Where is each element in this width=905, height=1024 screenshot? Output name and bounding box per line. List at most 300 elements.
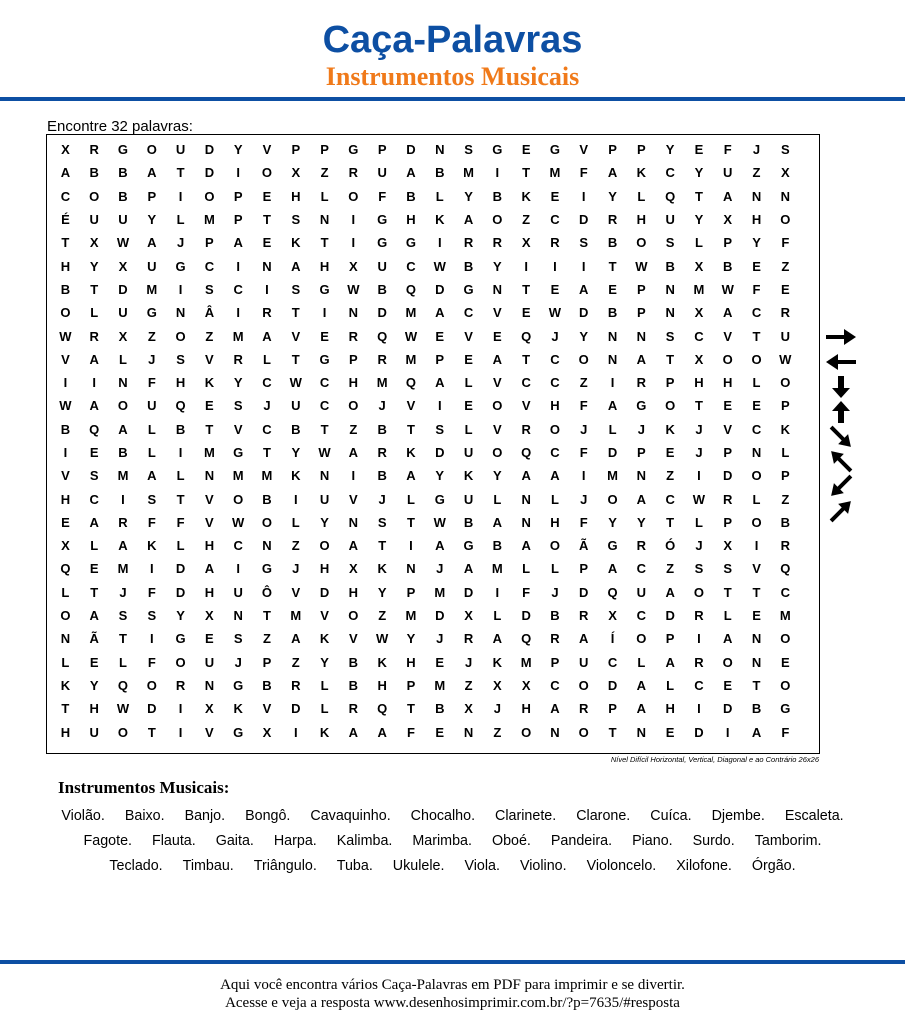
grid-cell: S — [291, 281, 301, 297]
grid-cell: D — [723, 701, 733, 717]
grid-cell: D — [579, 305, 589, 321]
grid-cell: P — [780, 398, 790, 414]
grid-cell: I — [149, 631, 154, 647]
grid-cell: R — [492, 235, 503, 251]
word-item: Chocalho. — [410, 808, 476, 824]
grid-cell: I — [265, 281, 269, 297]
grid-cell: B — [435, 701, 445, 717]
grid-row — [51, 254, 800, 277]
grid-cell: Z — [349, 421, 358, 437]
grid-cell: B — [118, 188, 128, 204]
grid-cell: A — [291, 631, 301, 647]
grid-row — [51, 394, 800, 417]
grid-cell: D — [204, 142, 215, 158]
grid-cell: R — [175, 677, 186, 693]
grid-cell: T — [666, 514, 675, 530]
grid-cell: A — [636, 701, 647, 717]
grid-cell: C — [319, 375, 330, 391]
grid-cell: B — [377, 468, 387, 484]
grid-cell: L — [608, 421, 617, 437]
word-item: Triângulo. — [253, 858, 317, 874]
grid-cell: D — [607, 445, 618, 460]
grid-cell: R — [521, 421, 531, 437]
grid-cell: J — [436, 561, 444, 577]
grid-cell: G — [607, 538, 618, 554]
grid-cell: P — [723, 235, 733, 251]
grid-cell: I — [322, 305, 327, 321]
grid-cell: D — [579, 584, 589, 600]
grid-cell: W — [692, 491, 706, 507]
grid-cell: T — [522, 351, 531, 367]
grid-cell: E — [521, 305, 531, 321]
grid-cell: H — [521, 701, 531, 717]
grid-cell: P — [723, 445, 733, 460]
grid-cell: E — [694, 142, 704, 158]
grid-cell: D — [723, 468, 733, 484]
grid-cell: O — [348, 608, 359, 624]
word-item: Oboé. — [491, 833, 531, 849]
grid-cell: Ã — [89, 631, 99, 647]
grid-cell: O — [261, 514, 273, 530]
grid-row — [51, 581, 800, 604]
grid-cell: K — [60, 677, 71, 693]
grid-cell: X — [61, 142, 70, 158]
grid-cell: S — [147, 491, 157, 507]
grid-cell: L — [90, 305, 99, 321]
grid-cell: W — [289, 375, 302, 391]
word-item: Tamborim. — [754, 833, 822, 849]
grid-cell: O — [348, 398, 359, 414]
grid-cell: I — [178, 724, 183, 740]
grid-cell: H — [550, 514, 560, 530]
grid-cell: E — [665, 445, 675, 460]
word-item: Flauta. — [152, 833, 196, 849]
grid-cell: B — [118, 445, 128, 460]
grid-cell: D — [435, 281, 445, 297]
grid-row — [51, 371, 800, 394]
grid-cell: O — [175, 328, 186, 344]
grid-cell: I — [178, 701, 183, 717]
grid-cell: V — [493, 305, 502, 321]
grid-cell: P — [665, 375, 675, 391]
grid-cell: K — [463, 468, 474, 484]
grid-cell: I — [495, 584, 500, 600]
grid-cell: E — [608, 281, 617, 297]
grid-cell: R — [89, 142, 99, 158]
grid-cell: O — [636, 235, 647, 251]
grid-cell: M — [549, 165, 561, 181]
grid-cell: W — [404, 328, 418, 344]
grid-cell: A — [118, 538, 128, 554]
grid-cell: U — [89, 724, 99, 740]
grid-cell: I — [236, 165, 240, 181]
grid-cell: X — [349, 561, 358, 577]
grid-cell: E — [464, 398, 473, 414]
grid-cell: O — [348, 188, 359, 204]
grid-cell: N — [262, 258, 272, 274]
grid-cell: F — [147, 584, 156, 600]
grid-cell: R — [780, 305, 791, 321]
grid-cell: F — [579, 514, 588, 530]
grid-cell: E — [752, 608, 761, 624]
grid-cell: O — [722, 351, 733, 367]
grid-cell: L — [147, 421, 156, 437]
grid-cell: C — [406, 258, 416, 274]
grid-cell: I — [581, 188, 586, 204]
grid-cell: D — [406, 142, 416, 158]
grid-cell: Y — [752, 235, 761, 251]
grid-cell: S — [464, 142, 473, 158]
grid-cell: A — [204, 561, 215, 577]
grid-cell: C — [521, 375, 531, 391]
grid-cell: D — [147, 701, 157, 717]
grid-cell: T — [752, 584, 761, 600]
grid-cell: L — [550, 491, 559, 507]
grid-cell: G — [377, 212, 388, 228]
grid-cell: I — [178, 188, 183, 204]
grid-cell: E — [61, 514, 70, 530]
grid-cell: D — [175, 561, 186, 577]
grid-cell: U — [291, 398, 301, 414]
grid-cell: R — [348, 701, 359, 717]
grid-cell: Y — [291, 445, 301, 460]
grid-cell: T — [406, 514, 415, 530]
grid-cell: T — [176, 491, 185, 507]
grid-cell: A — [435, 375, 445, 391]
grid-cell: L — [147, 445, 156, 460]
grid-cell: X — [464, 701, 473, 717]
grid-cell: Z — [378, 608, 387, 624]
grid-cell: O — [60, 608, 71, 624]
grid-cell: H — [406, 212, 416, 228]
grid-cell: D — [204, 165, 215, 181]
grid-cell: U — [780, 328, 791, 344]
grid-cell: B — [262, 491, 272, 507]
grid-cell: K — [147, 538, 157, 554]
grid-cell: C — [262, 421, 272, 437]
arrow-down-left-icon — [824, 474, 858, 498]
grid-cell: X — [694, 351, 704, 367]
grid-cell: F — [522, 584, 531, 600]
grid-cell: E — [435, 724, 445, 740]
grid-cell: U — [204, 654, 215, 670]
grid-cell: N — [636, 468, 647, 484]
grid-cell: O — [261, 165, 273, 181]
grid-cell: G — [463, 281, 474, 297]
grid-cell: P — [579, 561, 589, 577]
grid-cell: S — [291, 212, 301, 228]
grid-cell: C — [636, 608, 647, 624]
grid-cell: H — [406, 654, 416, 670]
grid-cell: A — [60, 165, 71, 181]
grid-cell: T — [723, 584, 732, 600]
grid-cell: M — [203, 445, 215, 460]
grid-cell: A — [291, 258, 301, 274]
grid-cell: V — [349, 491, 358, 507]
grid-cell: H — [60, 258, 71, 274]
grid-cell: P — [608, 701, 617, 717]
word-item: Gaita. — [215, 833, 254, 849]
grid-cell: W — [548, 305, 562, 321]
grid-cell: M — [203, 212, 215, 228]
grid-cell: B — [435, 165, 445, 181]
grid-cell: O — [693, 584, 704, 600]
grid-cell: A — [147, 165, 157, 181]
grid-cell: O — [146, 142, 157, 158]
grid-cell: O — [751, 468, 762, 484]
grid-cell: C — [463, 305, 474, 321]
grid-cell: U — [636, 584, 647, 600]
grid-cell: X — [723, 212, 733, 228]
grid-cell: C — [89, 491, 99, 507]
grid-cell: V — [205, 351, 214, 367]
grid-row — [51, 208, 800, 231]
word-item: Timbau. — [182, 858, 234, 874]
grid-cell: J — [695, 421, 703, 437]
grid-cell: G — [175, 258, 186, 274]
grid-cell: T — [694, 188, 703, 204]
grid-cell: G — [348, 142, 359, 158]
grid-cell: R — [233, 351, 243, 367]
grid-cell: Z — [291, 538, 300, 554]
grid-row — [51, 278, 800, 301]
grid-cell: N — [348, 514, 359, 530]
grid-cell: A — [521, 538, 531, 554]
grid-cell: T — [752, 328, 761, 344]
grid-cell: U — [377, 258, 387, 274]
grid-cell: T — [752, 677, 761, 693]
grid-cell: T — [378, 538, 387, 554]
bottom-divider — [0, 960, 905, 964]
grid-cell: I — [437, 235, 442, 251]
grid-cell: I — [236, 305, 240, 321]
grid-cell: K — [406, 445, 416, 460]
grid-cell: Q — [521, 328, 532, 344]
grid-cell: V — [406, 398, 416, 414]
grid-cell: Í — [610, 631, 615, 647]
grid-cell: E — [752, 398, 761, 414]
grid-row — [51, 185, 800, 208]
grid-cell: C — [751, 421, 762, 437]
grid-cell: Y — [694, 165, 704, 181]
grid-cell: A — [607, 561, 618, 577]
grid-cell: U — [319, 491, 330, 507]
grid-cell: M — [491, 561, 503, 577]
grid-cell: T — [147, 724, 156, 740]
grid-cell: S — [176, 351, 185, 367]
grid-cell: A — [89, 351, 99, 367]
grid-cell: J — [176, 235, 185, 251]
grid-cell: R — [636, 375, 647, 391]
grid-row — [51, 557, 800, 580]
grid-cell: V — [61, 351, 70, 367]
grid-cell: J — [378, 491, 386, 507]
grid-cell: P — [435, 351, 445, 367]
grid-cell: I — [437, 398, 442, 414]
grid-cell: Y — [464, 188, 473, 204]
grid-cell: D — [291, 701, 301, 717]
grid-row — [51, 720, 800, 743]
grid-cell: P — [637, 305, 646, 321]
page-title: Caça-Palavras — [322, 19, 583, 61]
grid-cell: I — [236, 258, 240, 274]
grid-cell: R — [694, 654, 704, 670]
grid-cell: I — [293, 724, 298, 740]
word-item: Banjo. — [184, 808, 226, 824]
grid-cell: D — [319, 584, 330, 600]
grid-cell: U — [463, 445, 474, 460]
grid-cell: O — [780, 631, 791, 647]
grid-cell: N — [319, 468, 330, 484]
grid-cell: A — [89, 398, 99, 414]
grid-cell: T — [291, 305, 300, 321]
grid-cell: B — [291, 421, 301, 437]
grid-cell: W — [433, 258, 446, 274]
grid-cell: T — [666, 351, 675, 367]
grid-cell: O — [578, 677, 589, 693]
grid-cell: E — [464, 351, 473, 367]
grid-cell: G — [233, 724, 244, 740]
grid-cell: K — [233, 701, 243, 717]
word-item: Ukulele. — [392, 858, 445, 874]
grid-cell: I — [293, 491, 298, 507]
grid-cell: H — [665, 701, 675, 717]
grid-cell: P — [233, 212, 243, 228]
grid-cell: U — [377, 165, 387, 181]
grid-cell: H — [636, 212, 647, 228]
grid-cell: M — [117, 468, 129, 484]
grid-cell: H — [348, 375, 359, 391]
word-item: Teclado. — [109, 858, 163, 874]
grid-cell: N — [751, 188, 762, 204]
grid-cell: Ô — [261, 584, 273, 600]
grid-cell: S — [435, 421, 445, 437]
grid-cell: N — [233, 608, 243, 624]
arrow-left-icon — [824, 350, 858, 374]
grid-cell: F — [579, 165, 588, 181]
grid-cell: B — [348, 677, 359, 693]
grid-cell: Q — [521, 631, 532, 647]
grid-cell: H — [348, 584, 359, 600]
grid-cell: Z — [320, 165, 329, 181]
grid-cell: J — [148, 351, 156, 367]
grid-cell: Y — [406, 631, 416, 647]
grid-cell: R — [118, 514, 128, 530]
grid-cell: F — [176, 514, 185, 530]
grid-cell: S — [665, 235, 675, 251]
grid-cell: X — [493, 677, 502, 693]
grid-cell: B — [463, 514, 474, 530]
grid-cell: J — [580, 491, 588, 507]
grid-cell: K — [204, 375, 215, 391]
grid-cell: J — [263, 398, 271, 414]
grid-cell: N — [463, 724, 474, 740]
grid-cell: V — [205, 514, 214, 530]
grid-cell: N — [435, 142, 445, 158]
grid-cell: E — [205, 631, 214, 647]
page-subtitle: Instrumentos Musicais — [325, 62, 580, 91]
grid-cell: O — [60, 305, 71, 321]
grid-cell: A — [348, 538, 359, 554]
grid-cell: M — [232, 328, 244, 344]
grid-cell: Y — [320, 514, 329, 530]
grid-cell: B — [607, 235, 618, 251]
grid-cell: N — [521, 491, 531, 507]
grid-cell: A — [89, 514, 99, 530]
grid-cell: I — [553, 258, 557, 274]
grid-cell: R — [579, 608, 589, 624]
grid-cell: T — [522, 165, 531, 181]
word-item: Djembe. — [711, 808, 765, 824]
grid-cell: A — [377, 724, 387, 740]
grid-cell: E — [752, 258, 761, 274]
grid-cell: U — [665, 212, 675, 228]
grid-cell: R — [377, 445, 387, 460]
grid-cell: X — [349, 258, 358, 274]
word-item: Bongô. — [245, 808, 291, 824]
grid-cell: X — [89, 235, 99, 251]
grid-cell: B — [89, 165, 99, 181]
grid-cell: T — [90, 584, 99, 600]
grid-cell: U — [89, 212, 99, 228]
grid-cell: A — [406, 165, 416, 181]
grid-cell: B — [665, 258, 675, 274]
grid-cell: U — [723, 165, 733, 181]
grid-cell: E — [205, 398, 214, 414]
grid-cell: K — [319, 631, 330, 647]
arrow-up-right-icon — [824, 499, 858, 523]
grid-cell: M — [779, 608, 791, 624]
grid-cell: T — [90, 281, 99, 297]
grid-cell: A — [147, 468, 157, 484]
grid-cell: B — [780, 514, 791, 530]
grid-cell: R — [291, 677, 301, 693]
grid-cell: H — [319, 258, 330, 274]
grid-cell: U — [118, 305, 128, 321]
grid-cell: V — [205, 724, 214, 740]
grid-cell: E — [493, 328, 502, 344]
grid-cell: A — [147, 235, 157, 251]
grid-cell: Z — [752, 165, 761, 181]
grid-row — [51, 674, 800, 697]
grid-cell: O — [146, 677, 157, 693]
grid-cell: U — [579, 654, 589, 670]
grid-cell: T — [263, 212, 271, 228]
grid-cell: L — [263, 351, 271, 367]
grid-cell: W — [376, 631, 389, 647]
grid-cell: L — [666, 677, 675, 693]
grid-cell: A — [492, 514, 503, 530]
grid-cell: Y — [147, 212, 157, 228]
grid-cell: R — [694, 608, 704, 624]
word-item: Surdo. — [692, 833, 735, 849]
arrow-down-icon — [824, 375, 858, 399]
grid-cell: X — [521, 677, 531, 693]
grid-cell: M — [434, 584, 446, 600]
grid-cell: D — [377, 305, 387, 321]
grid-cell: I — [581, 468, 586, 484]
grid-cell: C — [550, 677, 560, 693]
grid-cell: G — [492, 142, 503, 158]
grid-cell: E — [550, 188, 560, 204]
grid-cell: I — [92, 375, 96, 391]
grid-row — [51, 418, 800, 441]
grid-cell: J — [695, 445, 703, 460]
grid-cell: R — [636, 538, 647, 554]
grid-cell: V — [521, 398, 531, 414]
grid-cell: L — [320, 188, 329, 204]
grid-cell: R — [377, 351, 387, 367]
